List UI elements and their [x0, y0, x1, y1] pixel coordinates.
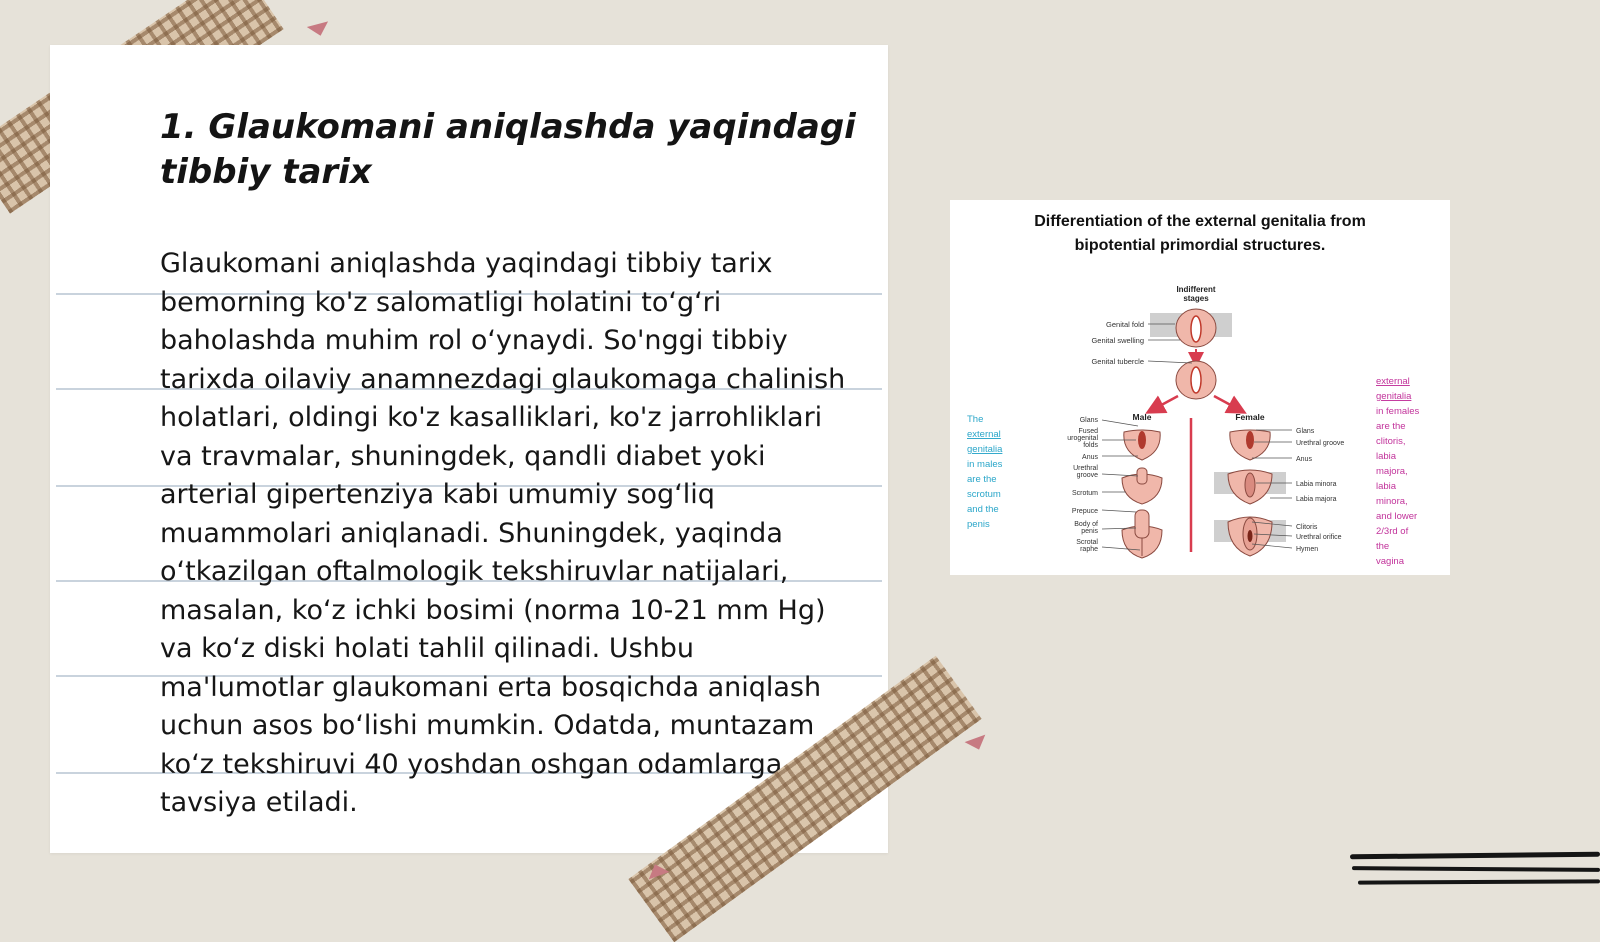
female-note-line: are the: [1376, 421, 1406, 432]
brush-stroke-decoration: [1352, 866, 1600, 872]
female-note-line: labia: [1376, 451, 1397, 462]
label-fused-3: folds: [1083, 442, 1098, 449]
label-scrotal-raphe-1: Scrotal: [1076, 539, 1098, 546]
label-body-of-penis-1: Body of: [1074, 521, 1098, 528]
male-branch-arrow: [1154, 396, 1178, 409]
female-labia-minora: [1245, 473, 1255, 497]
label-hymen: Hymen: [1296, 546, 1319, 553]
indifferent-label-2: stages: [1183, 294, 1209, 303]
female-note-line: in females: [1376, 406, 1420, 417]
label-anus-female: Anus: [1296, 456, 1312, 463]
female-note-line: the: [1376, 541, 1390, 552]
label-scrotum: Scrotum: [1071, 490, 1098, 497]
label-female: Female: [1235, 412, 1265, 422]
slide-title: 1. Glaukomani aniqlashda yaqindagi tibbiy tarix: [160, 107, 856, 192]
label-male: Male: [1132, 412, 1152, 422]
female-branch-arrow: [1214, 396, 1238, 409]
label-genital-swelling: Genital swelling: [1091, 336, 1144, 345]
label-scrotal-raphe-2: raphe: [1080, 546, 1098, 553]
label-urethral-orifice: Urethral orifice: [1296, 534, 1342, 541]
label-prepuce: Prepuce: [1071, 508, 1098, 515]
female-note-line: vagina: [1376, 556, 1404, 567]
male-note-line: genitalia: [967, 444, 1003, 455]
label-labia-minora: Labia minora: [1296, 481, 1337, 488]
label-body-of-penis-2: penis: [1081, 528, 1098, 535]
brush-stroke-decoration: [1350, 852, 1600, 860]
male-note-line: external: [967, 429, 1001, 440]
female-note-line: clitoris,: [1376, 436, 1406, 447]
female-note-line: labia: [1376, 481, 1397, 492]
slide-body-text: Glaukomani aniqlashda yaqindagi tibbiy tarix bemorning ko'z salomatligi holatini to‘g‘ri baholashda muhim rol o‘ynaydi. So'nggi tibbiy tarixda oilaviy anamnezdagi glaukomaga chalinish holatlari, oldingi ko'z kasalliklari, ko'z jarrohliklari va travmalar, shuningdek, qandli diabet yoki arterial gipertenziya kabi umumiy sog‘liq muammolari aniqlanadi. Shuningdek, yaqinda o‘tkazilgan oftalmologik tekshiruvlar natijalari, masalan, ko‘z ichki bosimi (norma 10-21 mm Hg) va ko‘z diski holati tahlil qilinadi. Ushbu ma'lumotlar glaukomani erta bosqichda aniqlash uchun asos bo‘lishi mumkin. Odatda, muntazam ko‘z tekshiruvi 40 yoshdan oshgan odamlarga tavsiya etiladi.: [160, 248, 846, 818]
label-glans-female: Glans: [1296, 428, 1315, 435]
male-urethral-groove: [1138, 431, 1146, 449]
label-genital-tubercle: Genital tubercle: [1091, 357, 1144, 366]
female-note-line: majora,: [1376, 466, 1408, 477]
male-penis: [1135, 510, 1149, 538]
female-note-line: 2/3rd of: [1376, 526, 1409, 537]
female-note-line: external: [1376, 376, 1410, 387]
genital-tubercle-slit: [1191, 367, 1201, 393]
figure-title-line-2: bipotential primordial structures.: [1074, 237, 1326, 254]
male-note-line: are the: [967, 474, 997, 485]
label-anus-male: Anus: [1082, 454, 1098, 461]
indifferent-label-1: Indifferent: [1176, 285, 1216, 294]
label-urethral-1: Urethral: [1073, 465, 1098, 472]
female-orifice: [1248, 530, 1253, 542]
female-note-line: and lower: [1376, 511, 1418, 522]
genital-fold-slit: [1191, 316, 1201, 342]
female-urethral-groove: [1246, 431, 1254, 449]
label-labia-majora: Labia majora: [1296, 496, 1337, 503]
tape-pin-decoration: [965, 735, 990, 754]
label-fused-1: Fused: [1078, 428, 1098, 435]
label-clitoris: Clitoris: [1296, 524, 1318, 531]
label-urethral-2: groove: [1076, 472, 1098, 479]
male-note-line: in males: [967, 459, 1003, 470]
tape-pin-decoration: [307, 21, 331, 38]
male-note-line: and the: [967, 504, 999, 515]
female-note-line: genitalia: [1376, 391, 1412, 402]
male-note-line: scrotum: [967, 489, 1001, 500]
female-note-line: minora,: [1376, 496, 1408, 507]
figure-title-line-1: Differentiation of the external genitalia from: [1034, 213, 1366, 230]
male-note-line: penis: [967, 519, 990, 530]
label-genital-fold: Genital fold: [1106, 320, 1144, 329]
label-glans-male: Glans: [1079, 417, 1098, 424]
genitalia-differentiation-figure: [950, 200, 1450, 575]
label-fused-2: urogenital: [1067, 435, 1098, 442]
male-phallus: [1137, 468, 1147, 484]
brush-stroke-decoration: [1358, 879, 1600, 884]
male-note-line: The: [967, 414, 984, 425]
label-urethral-groove-female: Urethral groove: [1296, 440, 1345, 447]
